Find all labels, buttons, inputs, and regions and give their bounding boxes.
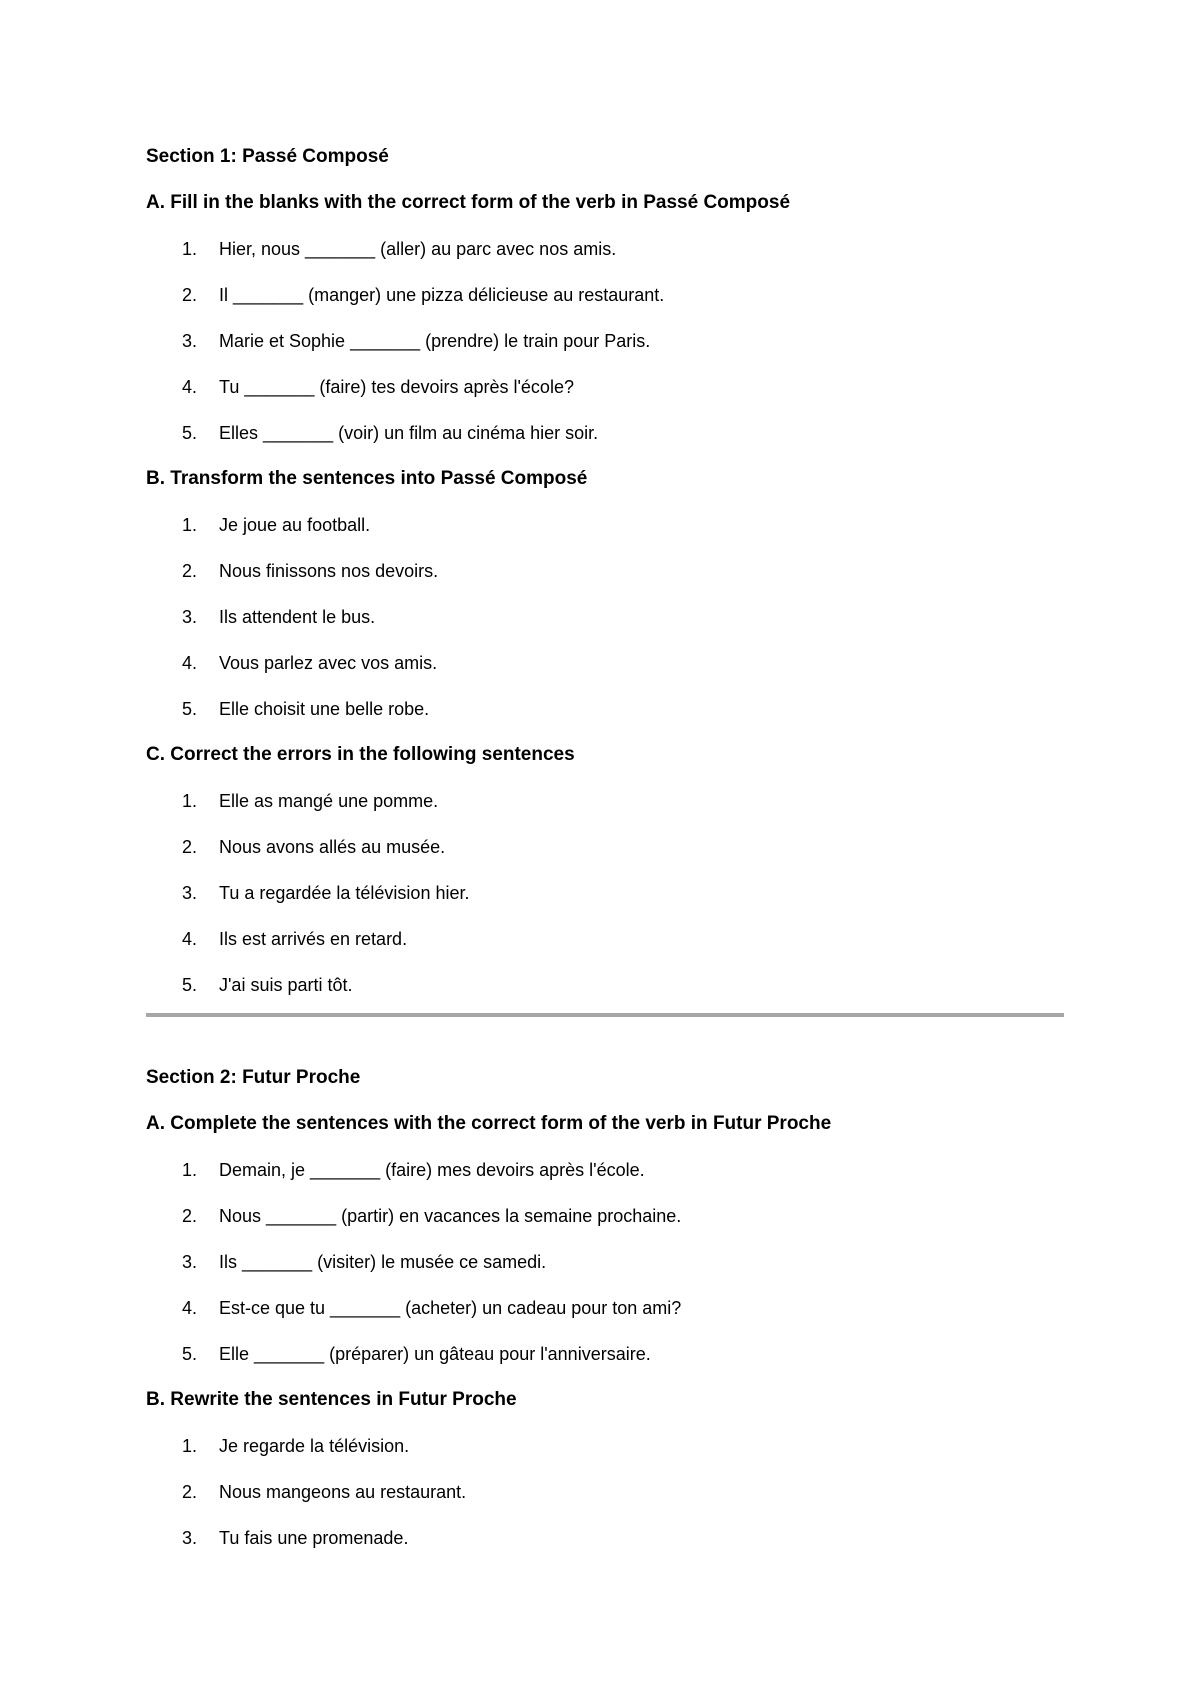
item-text: Demain, je _______ (faire) mes devoirs après l'école.: [219, 1160, 645, 1180]
item-text: Nous avons allés au musée.: [219, 837, 446, 857]
item-number: 1.: [182, 239, 198, 259]
item-number: 5.: [182, 423, 198, 443]
list-item: [146, 1343, 1064, 1365]
item-text: Elle _______ (préparer) un gâteau pour l'anniversaire.: [219, 1344, 651, 1364]
item-text: Tu a regardée la télévision hier.: [219, 883, 470, 903]
item-number: 2.: [182, 1206, 198, 1226]
item-text: Marie et Sophie _______ (prendre) le train pour Paris.: [219, 331, 651, 351]
list-item: [146, 698, 1064, 720]
list-item: [146, 330, 1064, 352]
item-text: Nous finissons nos devoirs.: [219, 561, 439, 581]
item-text: Tu _______ (faire) tes devoirs après l'école?: [219, 377, 574, 397]
list-item: [146, 1527, 1064, 1549]
item-number: 3.: [182, 1252, 198, 1272]
list-item: [146, 1251, 1064, 1273]
list-item: [146, 284, 1064, 306]
list-item: [146, 1435, 1064, 1457]
item-text: Elle as mangé une pomme.: [219, 791, 439, 811]
item-number: 1.: [182, 1160, 198, 1180]
item-number: 4.: [182, 1298, 198, 1318]
part-heading: A. Complete the sentences with the correct form of the verb in Futur Proche: [146, 1113, 832, 1134]
list-item: [146, 376, 1064, 398]
list-item: [146, 790, 1064, 812]
list-item: [146, 606, 1064, 628]
worksheet-page: [146, 146, 1064, 1573]
exercise-list: [146, 1159, 1064, 1365]
item-number: 2.: [182, 1482, 198, 1502]
item-number: 5.: [182, 699, 198, 719]
item-text: Elles _______ (voir) un film au cinéma hier soir.: [219, 423, 599, 443]
list-item: [146, 1159, 1064, 1181]
list-item: [146, 974, 1064, 996]
item-number: 1.: [182, 515, 198, 535]
item-text: Nous mangeons au restaurant.: [219, 1482, 467, 1502]
list-item: [146, 422, 1064, 444]
section-divider: [146, 1013, 1064, 1017]
item-text: Tu fais une promenade.: [219, 1528, 409, 1548]
item-text: Je regarde la télévision.: [219, 1436, 410, 1456]
item-number: 4.: [182, 929, 198, 949]
exercise-list: [146, 514, 1064, 720]
exercise-list: [146, 238, 1064, 444]
item-text: Vous parlez avec vos amis.: [219, 653, 438, 673]
item-text: Est-ce que tu _______ (acheter) un cadeau pour ton ami?: [219, 1298, 682, 1318]
exercise-list: [146, 1435, 1064, 1549]
list-item: [146, 652, 1064, 674]
item-text: Nous _______ (partir) en vacances la semaine prochaine.: [219, 1206, 682, 1226]
list-item: [146, 928, 1064, 950]
item-number: 5.: [182, 975, 198, 995]
item-text: Je joue au football.: [219, 515, 371, 535]
exercise-list: [146, 790, 1064, 996]
item-number: 1.: [182, 791, 198, 811]
section-title: Section 2: Futur Proche: [146, 1067, 361, 1088]
item-number: 3.: [182, 331, 198, 351]
item-number: 2.: [182, 561, 198, 581]
item-number: 3.: [182, 1528, 198, 1548]
list-item: [146, 1205, 1064, 1227]
item-number: 1.: [182, 1436, 198, 1456]
item-text: Elle choisit une belle robe.: [219, 699, 430, 719]
item-number: 3.: [182, 607, 198, 627]
part-heading: A. Fill in the blanks with the correct form of the verb in Passé Composé: [146, 192, 791, 213]
list-item: [146, 1297, 1064, 1319]
item-number: 2.: [182, 285, 198, 305]
item-number: 5.: [182, 1344, 198, 1364]
item-text: Hier, nous _______ (aller) au parc avec nos amis.: [219, 239, 617, 259]
item-text: J'ai suis parti tôt.: [219, 975, 353, 995]
item-text: Il _______ (manger) une pizza délicieuse au restaurant.: [219, 285, 665, 305]
list-item: [146, 836, 1064, 858]
item-number: 2.: [182, 837, 198, 857]
item-number: 4.: [182, 377, 198, 397]
item-text: Ils attendent le bus.: [219, 607, 376, 627]
list-item: [146, 1481, 1064, 1503]
item-number: 3.: [182, 883, 198, 903]
item-text: Ils est arrivés en retard.: [219, 929, 408, 949]
part-heading: B. Rewrite the sentences in Futur Proche: [146, 1389, 517, 1410]
list-item: [146, 514, 1064, 536]
list-item: [146, 238, 1064, 260]
list-item: [146, 882, 1064, 904]
item-number: 4.: [182, 653, 198, 673]
item-text: Ils _______ (visiter) le musée ce samedi.: [219, 1252, 547, 1272]
section-title: Section 1: Passé Composé: [146, 146, 389, 167]
part-heading: C. Correct the errors in the following sentences: [146, 744, 575, 765]
list-item: [146, 560, 1064, 582]
part-heading: B. Transform the sentences into Passé Composé: [146, 468, 588, 489]
